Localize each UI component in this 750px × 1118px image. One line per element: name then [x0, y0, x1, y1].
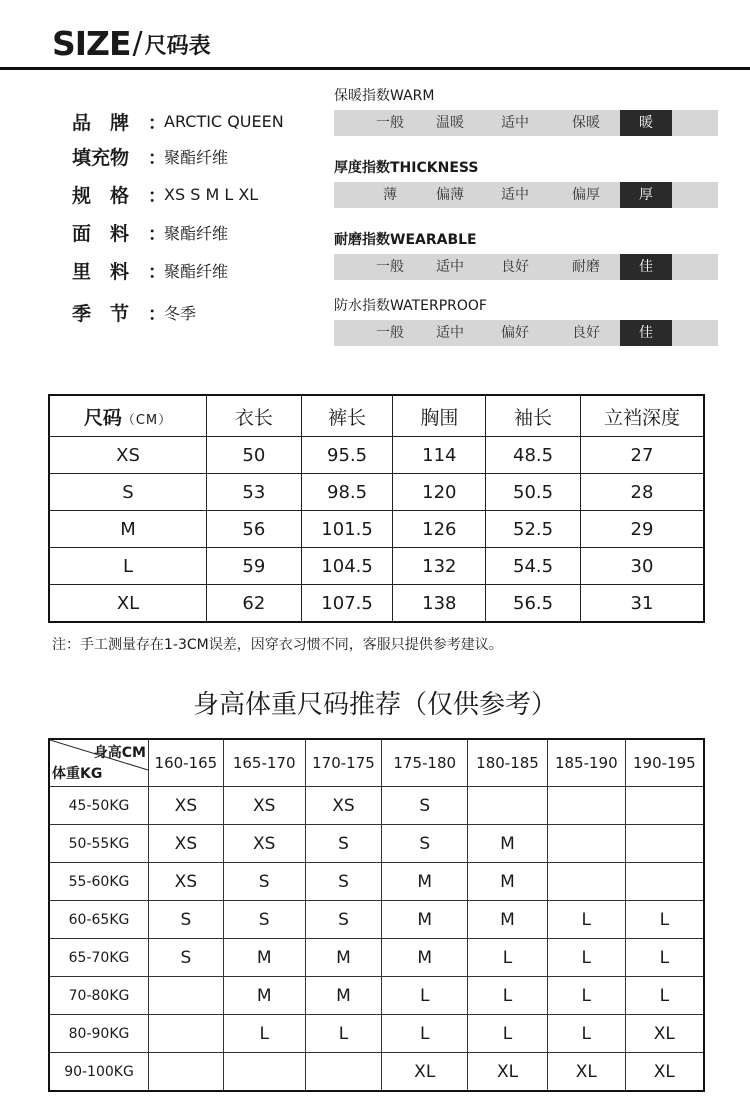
recommend-cell — [625, 863, 704, 901]
weight-range-label: 65-70KG — [49, 939, 149, 977]
spec-label: 季 节 — [72, 303, 130, 325]
weight-range-label: 45-50KG — [49, 787, 149, 825]
page-header — [52, 22, 211, 62]
size-cell: 50.5 — [486, 474, 581, 511]
recommend-cell: M — [468, 825, 548, 863]
recommend-cell: XS — [223, 787, 305, 825]
index-block — [334, 230, 720, 280]
index-bar — [334, 182, 718, 208]
recommend-cell: XL — [625, 1015, 704, 1053]
recommend-cell — [468, 787, 548, 825]
spec-value: ARCTIC QUEEN — [164, 112, 284, 131]
size-cell: 104.5 — [301, 548, 393, 585]
size-row — [49, 511, 704, 548]
recommend-cell: L — [468, 939, 548, 977]
index-level: 适中 — [436, 259, 464, 275]
index-title: 防水指数WATERPROOF — [334, 298, 487, 314]
recommend-row — [49, 825, 704, 863]
recommend-cell: L — [305, 1015, 382, 1053]
size-cell: 30 — [580, 548, 704, 585]
spec-row — [72, 143, 228, 170]
recommend-cell: XL — [468, 1053, 548, 1092]
recommend-cell: L — [547, 977, 625, 1015]
spec-label: 面 料 — [72, 223, 130, 245]
size-cell: 53 — [207, 474, 302, 511]
index-level: 适中 — [436, 325, 464, 341]
size-cell: 31 — [580, 585, 704, 623]
index-bar — [334, 254, 718, 280]
recommend-row — [49, 863, 704, 901]
recommend-row — [49, 939, 704, 977]
size-table-header — [49, 395, 704, 437]
recommend-cell: S — [223, 863, 305, 901]
size-label: L — [49, 548, 207, 585]
size-cell: 56.5 — [486, 585, 581, 623]
recommend-cell: S — [382, 825, 468, 863]
spec-row — [72, 108, 284, 135]
recommend-cell — [547, 863, 625, 901]
index-block — [334, 86, 720, 136]
recommend-cell — [547, 787, 625, 825]
header-title: 尺码表 — [144, 34, 211, 59]
recommend-cell — [149, 1053, 224, 1092]
recommend-table — [48, 738, 705, 1092]
spec-colon: ： — [148, 147, 166, 169]
recommend-cell: L — [547, 939, 625, 977]
height-range-header: 190-195 — [625, 739, 704, 787]
recommend-cell: S — [305, 825, 382, 863]
spec-value: XS S M L XL — [164, 185, 259, 204]
recommend-cell: L — [625, 977, 704, 1015]
recommend-cell: L — [625, 901, 704, 939]
measurement-note: 注：手工测量存在1-3CM误差，因穿衣习惯不同，客服只提供参考建议。 — [52, 637, 503, 653]
index-level: 佳 — [620, 254, 672, 280]
corner-weight-label: 体重KG — [52, 766, 103, 782]
index-level: 厚 — [620, 182, 672, 208]
size-cell: 27 — [580, 437, 704, 474]
index-level: 良好 — [501, 259, 529, 275]
recommend-corner — [49, 739, 149, 787]
recommend-cell: XS — [305, 787, 382, 825]
size-label: M — [49, 511, 207, 548]
recommend-cell: S — [305, 863, 382, 901]
size-cell: 114 — [393, 437, 486, 474]
index-level: 一般 — [376, 115, 404, 131]
size-row — [49, 548, 704, 585]
spec-value: 聚酯纤维 — [164, 224, 229, 243]
recommend-cell: M — [305, 977, 382, 1015]
recommend-cell: L — [547, 901, 625, 939]
size-cell: 50 — [207, 437, 302, 474]
size-column-header: 衣长 — [207, 395, 302, 437]
index-level: 一般 — [376, 325, 404, 341]
recommend-cell: XS — [149, 787, 224, 825]
recommend-cell: S — [149, 901, 224, 939]
size-cell: 107.5 — [301, 585, 393, 623]
recommend-cell — [149, 977, 224, 1015]
weight-range-label: 80-90KG — [49, 1015, 149, 1053]
index-block — [334, 158, 720, 208]
spec-label: 品 牌 — [72, 112, 130, 134]
spec-colon: ： — [148, 185, 166, 207]
height-range-header: 170-175 — [305, 739, 382, 787]
weight-range-label: 90-100KG — [49, 1053, 149, 1092]
index-level: 耐磨 — [572, 259, 600, 275]
recommend-cell: XL — [382, 1053, 468, 1092]
size-cell: 28 — [580, 474, 704, 511]
spec-row — [72, 257, 228, 284]
recommend-cell: XS — [149, 863, 224, 901]
spec-row — [72, 299, 196, 326]
recommend-row — [49, 1053, 704, 1092]
height-range-header: 185-190 — [547, 739, 625, 787]
header-size: SIZE — [52, 24, 131, 63]
header-slash: / — [132, 26, 143, 61]
spec-label: 规 格 — [72, 185, 130, 207]
spec-row — [72, 219, 228, 246]
size-cell: 138 — [393, 585, 486, 623]
spec-value: 聚酯纤维 — [164, 148, 229, 167]
size-cell: 48.5 — [486, 437, 581, 474]
index-level: 一般 — [376, 259, 404, 275]
recommend-cell: XS — [149, 825, 224, 863]
recommend-cell: L — [625, 939, 704, 977]
size-cell: 62 — [207, 585, 302, 623]
recommend-cell: S — [382, 787, 468, 825]
recommend-cell: M — [223, 939, 305, 977]
index-title: 耐磨指数WEARABLE — [334, 232, 477, 248]
size-cell: 98.5 — [301, 474, 393, 511]
size-cell: 101.5 — [301, 511, 393, 548]
spec-label: 里 料 — [72, 261, 130, 283]
recommend-cell: M — [305, 939, 382, 977]
weight-range-label: 55-60KG — [49, 863, 149, 901]
recommend-cell: L — [547, 1015, 625, 1053]
recommend-cell: M — [382, 901, 468, 939]
recommend-cell: S — [149, 939, 224, 977]
header-divider — [0, 67, 750, 70]
size-cell: 59 — [207, 548, 302, 585]
index-level: 佳 — [620, 320, 672, 346]
recommend-cell: S — [223, 901, 305, 939]
recommend-cell: L — [223, 1015, 305, 1053]
index-level: 适中 — [501, 115, 529, 131]
recommend-cell: M — [382, 939, 468, 977]
size-table — [48, 394, 705, 623]
recommend-cell: L — [382, 977, 468, 1015]
recommend-row — [49, 901, 704, 939]
height-range-header: 175-180 — [382, 739, 468, 787]
spec-colon: ： — [148, 112, 166, 134]
height-range-header: 180-185 — [468, 739, 548, 787]
recommend-cell: M — [468, 901, 548, 939]
recommend-cell — [223, 1053, 305, 1092]
size-row — [49, 585, 704, 623]
recommend-cell: M — [223, 977, 305, 1015]
spec-row — [72, 181, 258, 208]
recommend-row — [49, 977, 704, 1015]
index-title: 厚度指数THICKNESS — [334, 160, 479, 176]
size-label: XL — [49, 585, 207, 623]
size-cell: 56 — [207, 511, 302, 548]
recommend-cell — [149, 1015, 224, 1053]
index-block — [334, 296, 720, 346]
index-level: 保暖 — [572, 115, 600, 131]
size-column-header: 裤长 — [301, 395, 393, 437]
recommend-cell: L — [382, 1015, 468, 1053]
size-cell: 52.5 — [486, 511, 581, 548]
size-label: XS — [49, 437, 207, 474]
spec-label: 填充物 — [72, 147, 130, 169]
recommend-cell: M — [468, 863, 548, 901]
size-label: S — [49, 474, 207, 511]
recommend-cell: L — [468, 977, 548, 1015]
spec-colon: ： — [148, 223, 166, 245]
recommend-cell: M — [382, 863, 468, 901]
recommend-cell: XL — [547, 1053, 625, 1092]
recommend-cell — [625, 787, 704, 825]
index-level: 偏好 — [501, 325, 529, 341]
size-cell: 54.5 — [486, 548, 581, 585]
recommend-title: 身高体重尺码推荐（仅供参考） — [192, 690, 557, 720]
recommend-cell: S — [305, 901, 382, 939]
size-row — [49, 474, 704, 511]
size-column-header: 袖长 — [486, 395, 581, 437]
index-level: 良好 — [572, 325, 600, 341]
index-level: 温暖 — [436, 115, 464, 131]
size-cell: 95.5 — [301, 437, 393, 474]
weight-range-label: 60-65KG — [49, 901, 149, 939]
index-title: 保暖指数WARM — [334, 88, 435, 104]
recommend-cell — [547, 825, 625, 863]
index-level: 偏薄 — [436, 187, 464, 203]
index-level: 偏厚 — [572, 187, 600, 203]
height-range-header: 160-165 — [149, 739, 224, 787]
index-level: 薄 — [383, 187, 397, 203]
corner-height-label: 身高CM — [93, 745, 146, 761]
size-cell: 132 — [393, 548, 486, 585]
index-level: 适中 — [501, 187, 529, 203]
spec-colon: ： — [148, 303, 166, 325]
recommend-row — [49, 1015, 704, 1053]
index-level: 暖 — [620, 110, 672, 136]
recommend-cell: XS — [223, 825, 305, 863]
recommend-row — [49, 787, 704, 825]
weight-range-label: 70-80KG — [49, 977, 149, 1015]
recommend-cell: L — [468, 1015, 548, 1053]
recommend-header — [49, 739, 704, 787]
size-row — [49, 437, 704, 474]
size-cell: 126 — [393, 511, 486, 548]
recommend-cell — [625, 825, 704, 863]
spec-colon: ： — [148, 261, 166, 283]
recommend-cell — [305, 1053, 382, 1092]
weight-range-label: 50-55KG — [49, 825, 149, 863]
height-range-header: 165-170 — [223, 739, 305, 787]
recommend-cell: XL — [625, 1053, 704, 1092]
size-cell: 29 — [580, 511, 704, 548]
index-bar — [334, 110, 718, 136]
size-column-header: 立裆深度 — [580, 395, 704, 437]
spec-value: 冬季 — [164, 304, 197, 323]
size-cell: 120 — [393, 474, 486, 511]
spec-value: 聚酯纤维 — [164, 262, 229, 281]
size-header-first: 尺码（CM） — [49, 395, 207, 437]
size-column-header: 胸围 — [393, 395, 486, 437]
index-bar — [334, 320, 718, 346]
